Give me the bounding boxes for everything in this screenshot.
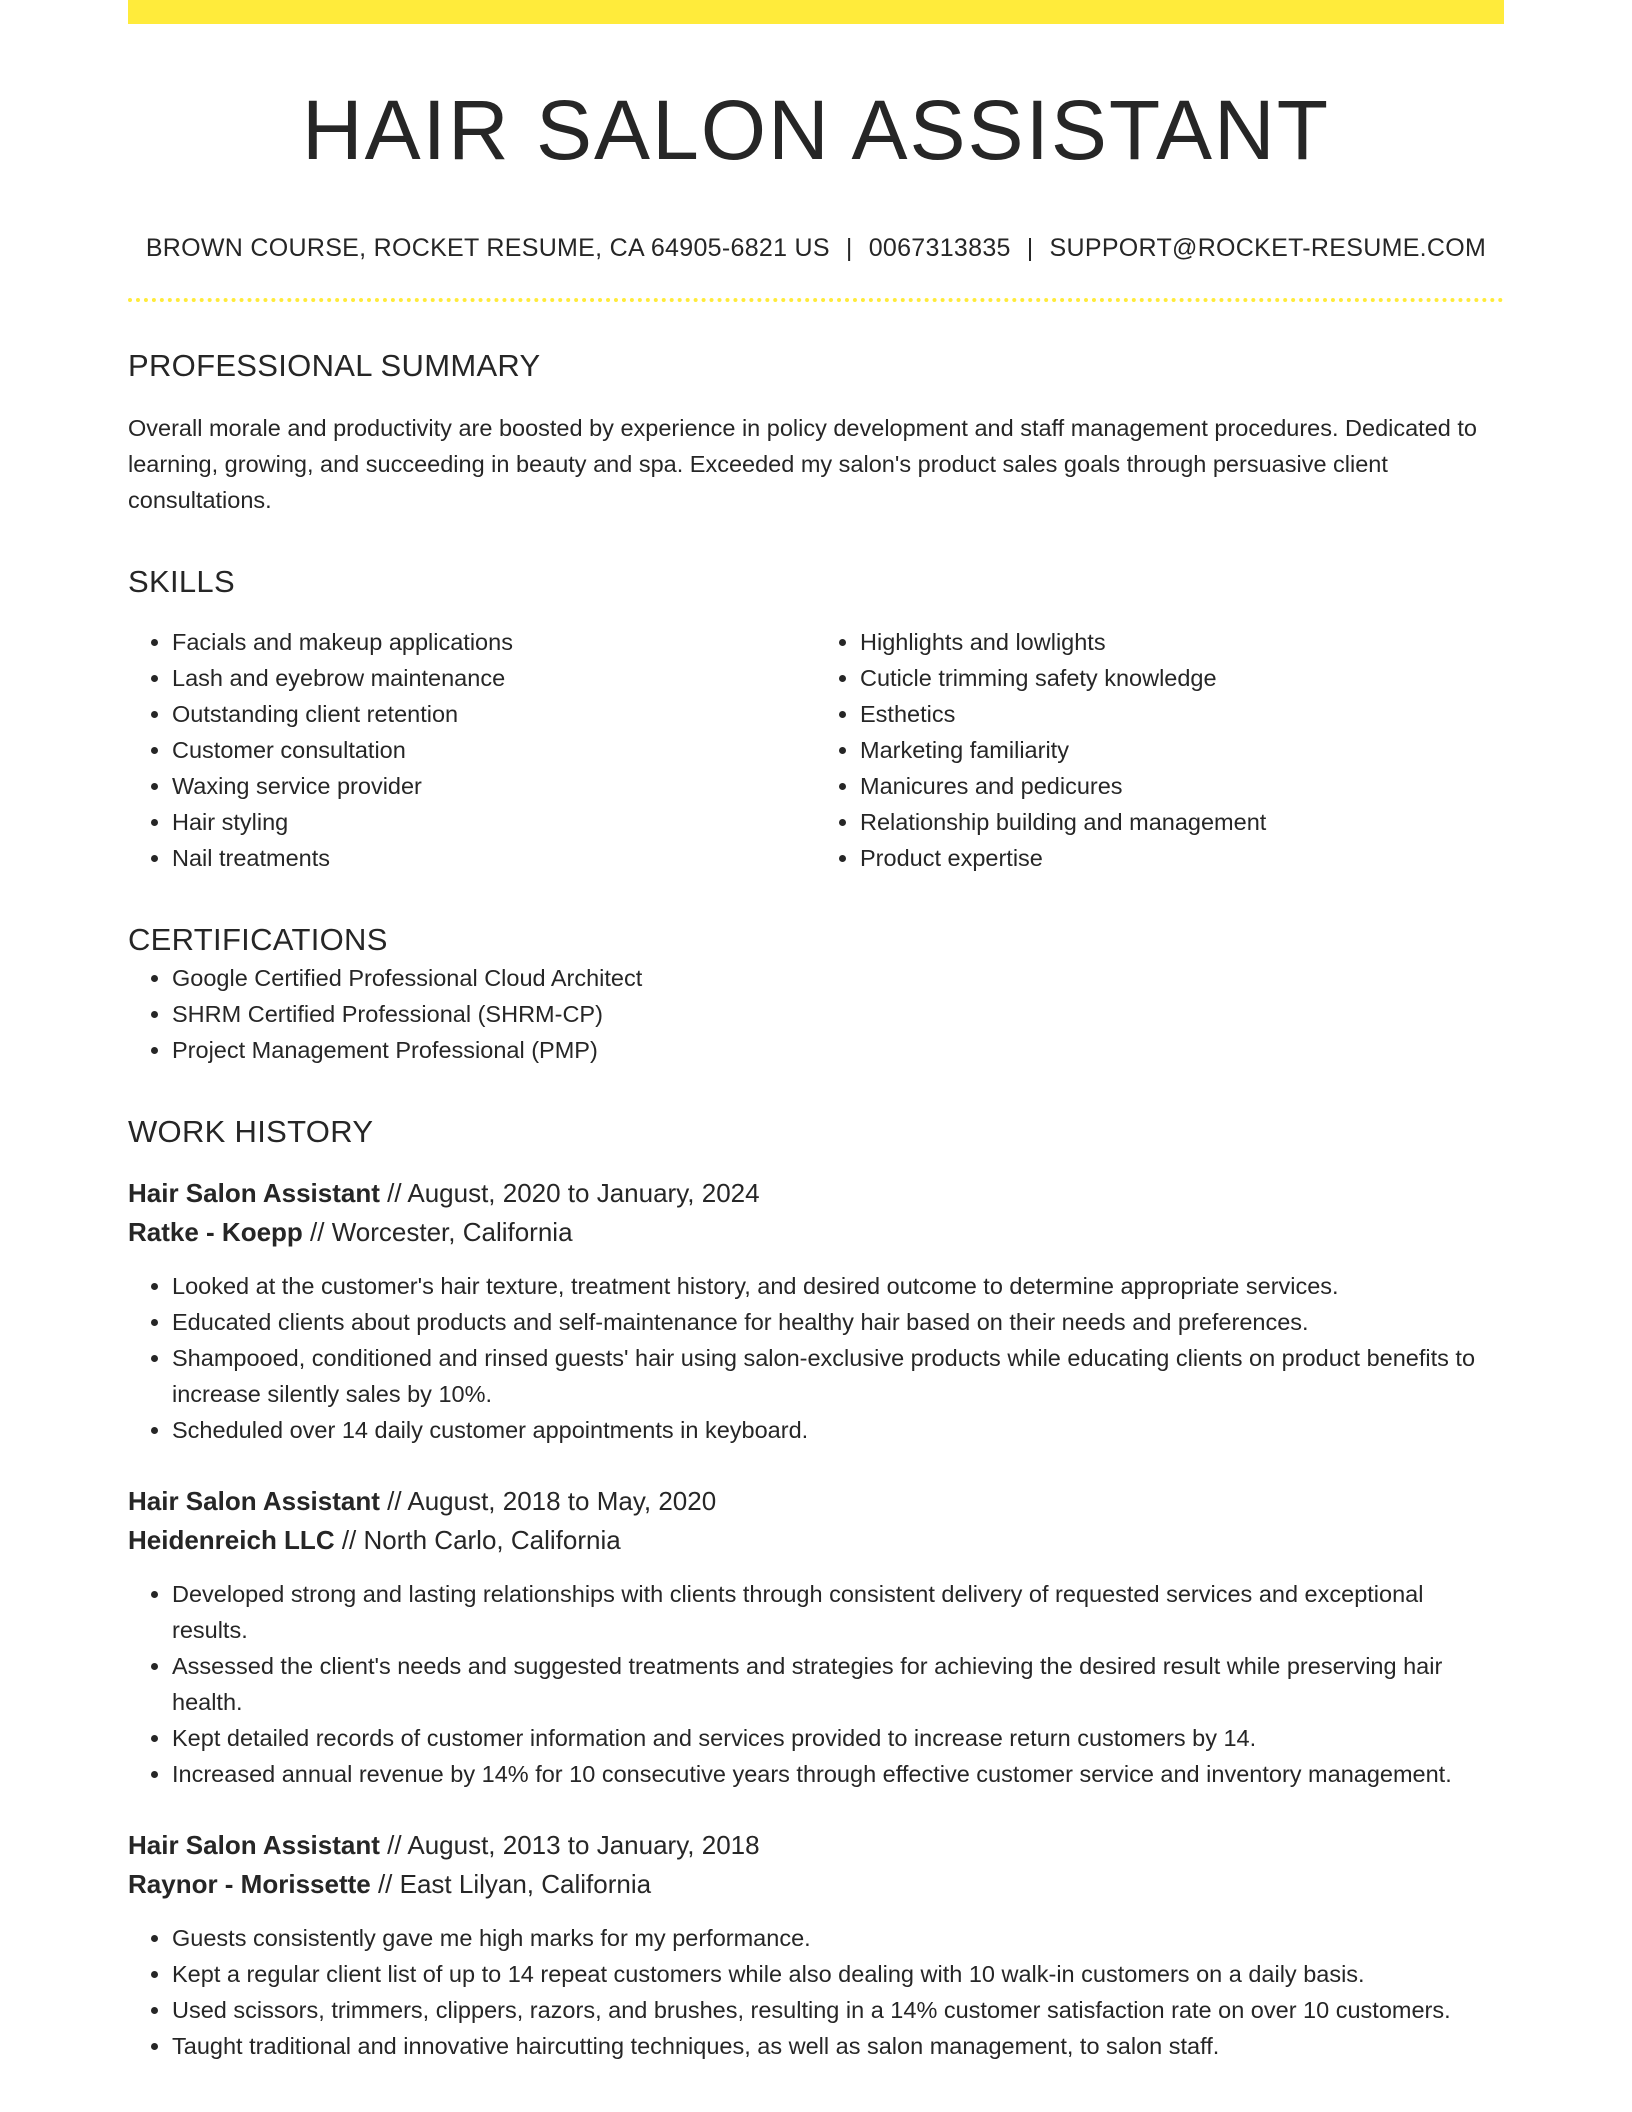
job-bullet: • Kept detailed records of customer information and services provided to increase return customers by 14. (172, 1720, 1504, 1756)
skill-item: • Nail treatments (172, 840, 816, 876)
job-entry (128, 1826, 1504, 2064)
skills-columns (128, 624, 1504, 876)
job-bullet: • Developed strong and lasting relationships with clients through consistent delivery of requested services and exceptional results. (172, 1576, 1504, 1648)
job-dates: // August, 2020 to January, 2024 (379, 1178, 760, 1208)
certifications-heading: CERTIFICATIONS (128, 922, 388, 957)
job-location: // Worcester, California (302, 1217, 573, 1247)
page-title: HAIR SALON ASSISTANT (301, 83, 1331, 177)
job-location: // East Lilyan, California (370, 1869, 652, 1899)
skill-item: • Marketing familiarity (860, 732, 1504, 768)
skill-item: • Waxing service provider (172, 768, 816, 804)
contact-address: BROWN COURSE, ROCKET RESUME, CA 64905-6821 US (145, 234, 830, 262)
job-bullet: • Shampooed, conditioned and rinsed guests' hair using salon-exclusive products while educating clients on product benefits to increase silently sales by 10%. (172, 1340, 1504, 1412)
job-location: // North Carlo, California (334, 1525, 621, 1555)
skills-heading: SKILLS (128, 564, 235, 599)
job-title: Hair Salon Assistant (128, 1830, 380, 1860)
contact-line (128, 232, 1504, 264)
contact-phone: 0067313835 (868, 234, 1011, 262)
job-title-line (128, 1174, 1504, 1213)
skills-list-right (816, 624, 1504, 876)
job-bullet: • Looked at the customer's hair texture, treatment history, and desired outcome to determine appropriate services. (172, 1268, 1504, 1304)
certification-item: • Project Management Professional (PMP) (172, 1032, 1504, 1068)
skill-item: • Facials and makeup applications (172, 624, 816, 660)
skill-item: • Esthetics (860, 696, 1504, 732)
summary-heading: PROFESSIONAL SUMMARY (128, 348, 541, 383)
job-bullets (128, 1576, 1504, 1792)
skill-item: • Hair styling (172, 804, 816, 840)
summary-text: Overall morale and productivity are boosted by experience in policy development and staff management procedures. Dedicated to learning, growing, and succeeding in beauty and spa. Exceeded my salon's product sales goals through persuasive client consultations. (128, 415, 1477, 513)
skill-item: • Cuticle trimming safety knowledge (860, 660, 1504, 696)
skill-item: • Manicures and pedicures (860, 768, 1504, 804)
job-title: Hair Salon Assistant (128, 1178, 380, 1208)
certification-item: • Google Certified Professional Cloud Architect (172, 960, 1504, 996)
job-title-line (128, 1482, 1504, 1521)
job-dates: // August, 2013 to January, 2018 (379, 1830, 760, 1860)
certification-item: • SHRM Certified Professional (SHRM-CP) (172, 996, 1504, 1032)
job-dates: // August, 2018 to May, 2020 (379, 1486, 717, 1516)
job-company: Heidenreich LLC (128, 1525, 335, 1555)
resume-content (128, 0, 1504, 2064)
job-bullet: • Increased annual revenue by 14% for 10 consecutive years through effective customer service and inventory management. (172, 1756, 1504, 1792)
contact-separator: | (1026, 234, 1034, 262)
job-title-line (128, 1826, 1504, 1865)
skill-item: • Product expertise (860, 840, 1504, 876)
work-history-heading: WORK HISTORY (128, 1114, 374, 1149)
job-bullets (128, 1268, 1504, 1448)
job-company: Raynor - Morissette (128, 1869, 371, 1899)
job-bullet: • Assessed the client's needs and suggested treatments and strategies for achieving the desired result while preserving hair health. (172, 1648, 1504, 1720)
contact-separator: | (845, 234, 853, 262)
skill-item: • Highlights and lowlights (860, 624, 1504, 660)
skill-item: • Outstanding client retention (172, 696, 816, 732)
job-company-line (128, 1521, 1504, 1560)
job-bullet: • Scheduled over 14 daily customer appointments in keyboard. (172, 1412, 1504, 1448)
job-title: Hair Salon Assistant (128, 1486, 380, 1516)
skills-list-left (128, 624, 816, 876)
dotted-divider (128, 298, 1504, 302)
job-bullet: • Used scissors, trimmers, clippers, razors, and brushes, resulting in a 14% customer satisfaction rate on over 10 customers. (172, 1992, 1504, 2028)
skill-item: • Lash and eyebrow maintenance (172, 660, 816, 696)
job-company-line (128, 1213, 1504, 1252)
job-entry (128, 1174, 1504, 1448)
job-bullet: • Taught traditional and innovative haircutting techniques, as well as salon management, to salon staff. (172, 2028, 1504, 2064)
job-bullet: • Educated clients about products and self-maintenance for healthy hair based on their needs and preferences. (172, 1304, 1504, 1340)
job-company: Ratke - Koepp (128, 1217, 303, 1247)
job-bullets (128, 1920, 1504, 2064)
job-company-line (128, 1865, 1504, 1904)
skill-item: • Relationship building and management (860, 804, 1504, 840)
job-entry (128, 1482, 1504, 1792)
certifications-list (128, 960, 1504, 1068)
contact-email: SUPPORT@ROCKET-RESUME.COM (1049, 234, 1487, 262)
skill-item: • Customer consultation (172, 732, 816, 768)
job-bullet: • Guests consistently gave me high marks for my performance. (172, 1920, 1504, 1956)
job-bullet: • Kept a regular client list of up to 14 repeat customers while also dealing with 10 walk-in customers on a daily basis. (172, 1956, 1504, 1992)
